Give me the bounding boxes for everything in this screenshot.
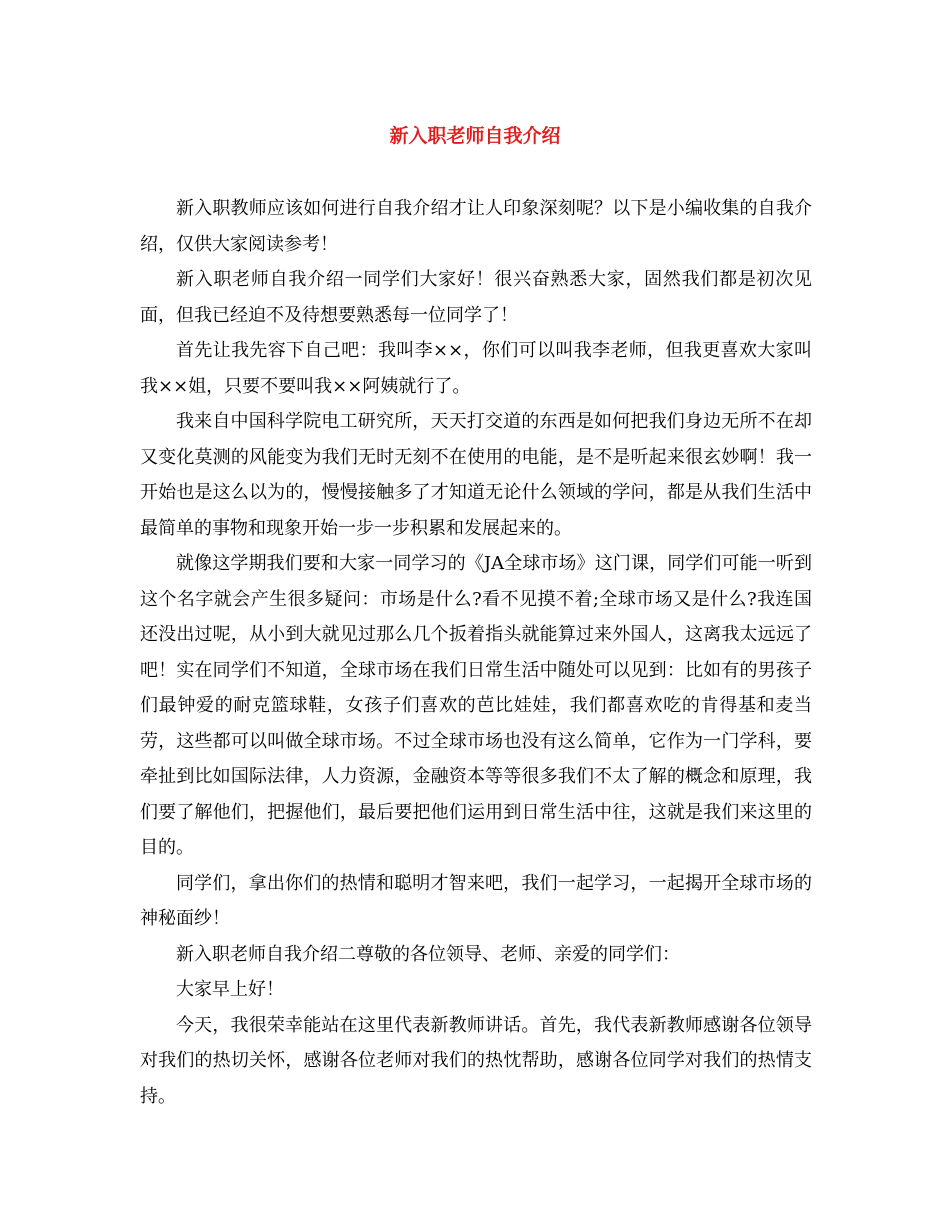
- paragraph-thanks: 今天，我很荣幸能站在这里代表新教师讲话。首先，我代表新教师感谢各位领导对我们的热切关怀，感谢各位老师对我们的热忱帮助，感谢各位同学对我们的热情支持。: [140, 1014, 812, 1107]
- paragraph-intro: 新入职教师应该如何进行自我介绍才让人印象深刻呢？以下是小编收集的自我介绍，仅供大家阅读参考！: [140, 198, 812, 255]
- paragraph-greeting-one: 新入职老师自我介绍一同学们大家好！很兴奋熟悉大家，固然我们都是初次见面，但我已经迫不及待想要熟悉每一位同学了！: [140, 269, 812, 326]
- paragraph-good-morning: 大家早上好！: [176, 979, 284, 1000]
- paragraph-background: 我来自中国科学院电工研究所，天天打交道的东西是如何把我们身边无所不在却又变化莫测的风能变为我们无时无刻不在使用的电能，是不是听起来很玄妙啊！我一开始也是这么以为的，慢慢接触多了才知道无论什么领域的学问，都是从我们生活中最简单的事物和现象开始一步一步积累和发展起来的。: [140, 411, 812, 539]
- paragraph-invitation: 同学们，拿出你们的热情和聪明才智来吧，我们一起学习，一起揭开全球市场的神秘面纱！: [140, 872, 812, 929]
- paragraph-course: 就像这学期我们要和大家一同学习的《JA全球市场》这门课，同学们可能一听到这个名字就会产生很多疑问：市场是什么?看不见摸不着;全球市场又是什么?我连国还没出过呢，从小到大就见过那么几个扳着指头就能算过来外国人，这离我太远远了吧！实在同学们不知道，全球市场在我们日常生活中随处可以见到：比如有的男孩子们最钟爱的耐克篮球鞋，女孩子们喜欢的芭比娃娃，我们都喜欢吃的肯得基和麦当劳，这些都可以叫做全球市场。不过全球市场也没有这么简单，它作为一门学科，要牵扯到比如国际法律，人力资源，金融资本等等很多我们不太了解的概念和原理，我们要了解他们，把握他们，最后要把他们运用到日常生活中往，这就是我们来这里的目的。: [140, 553, 812, 858]
- document-title: 新入职老师自我介绍: [389, 125, 561, 147]
- paragraph-self-introduction: 首先让我先容下自己吧：我叫李××，你们可以叫我李老师，但我更喜欢大家叫我××姐，只要不要叫我××阿姨就行了。: [140, 340, 812, 397]
- paragraph-greeting-two: 新入职老师自我介绍二尊敬的各位领导、老师、亲爱的同学们：: [176, 943, 680, 965]
- document-body: [140, 191, 812, 1114]
